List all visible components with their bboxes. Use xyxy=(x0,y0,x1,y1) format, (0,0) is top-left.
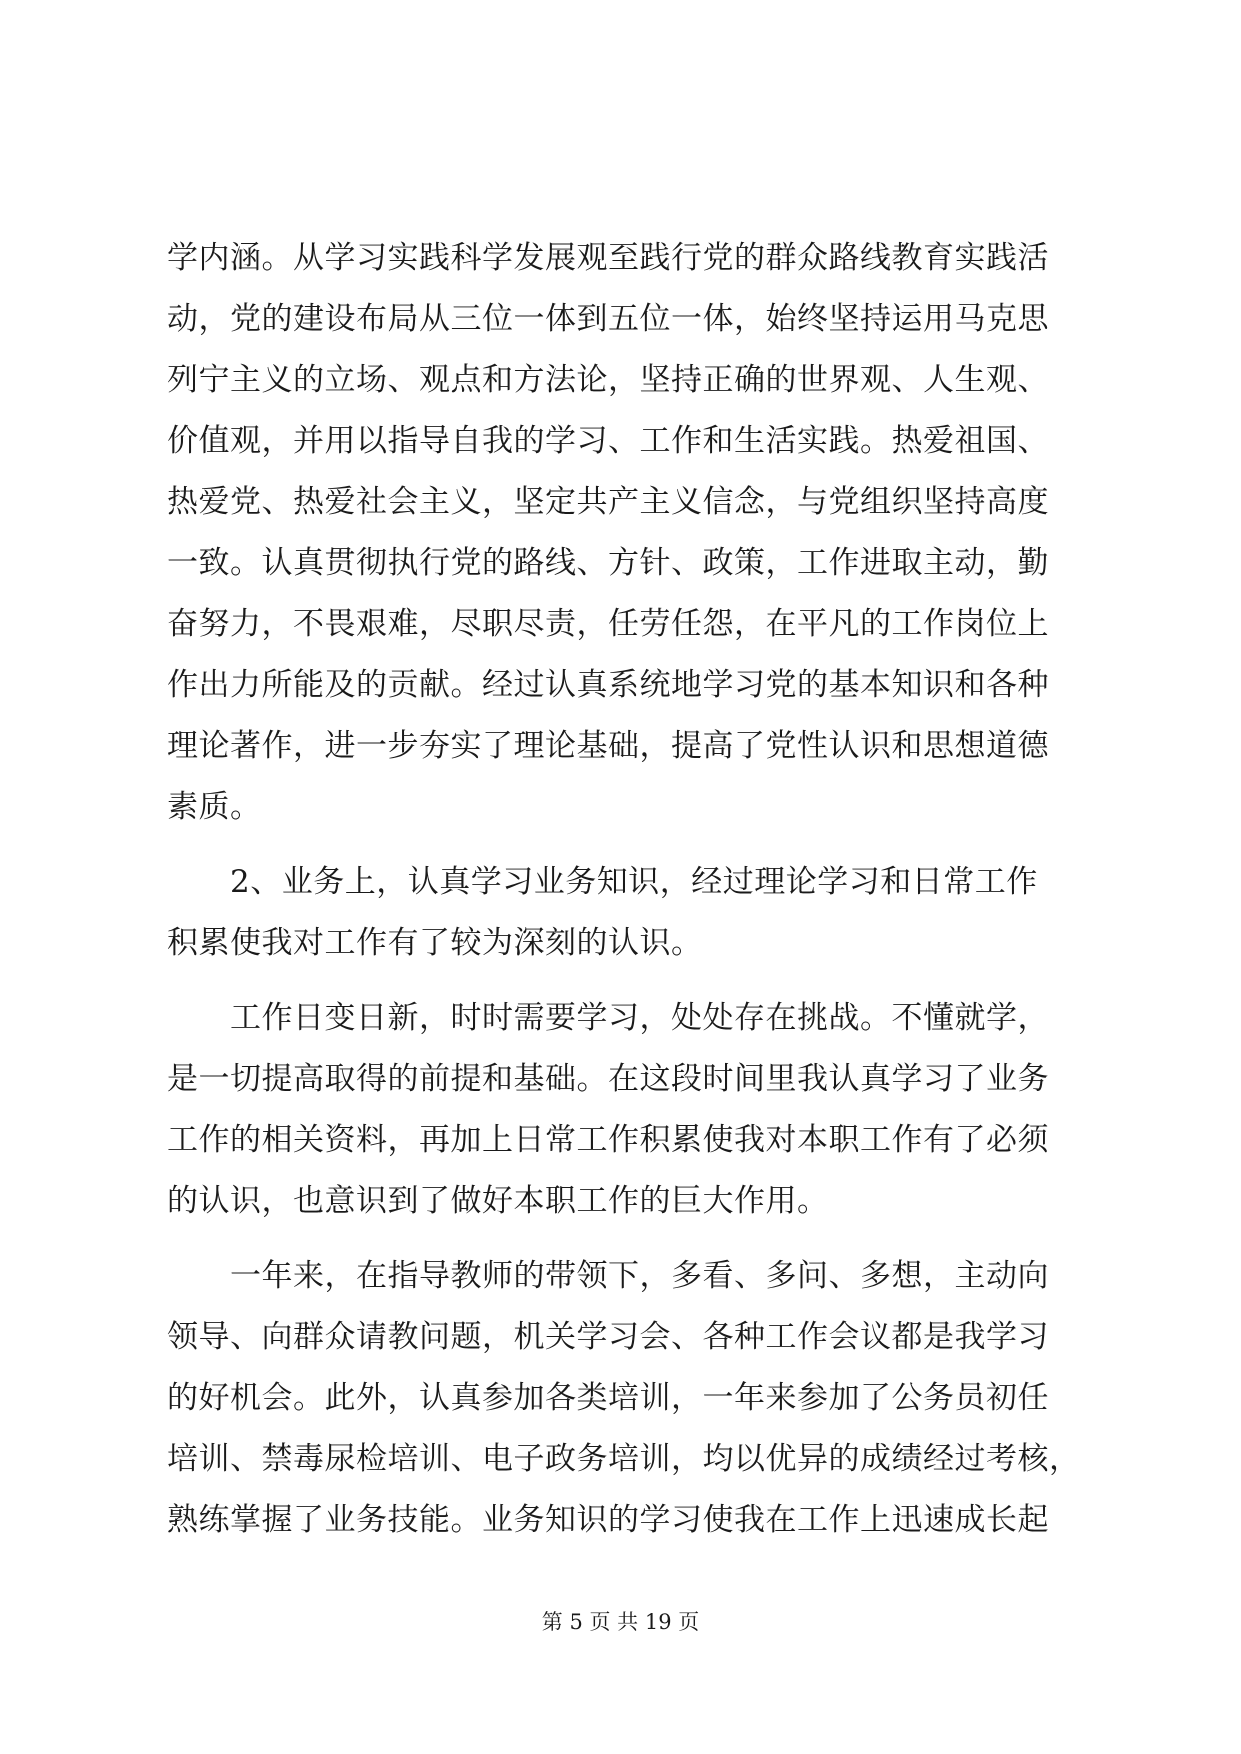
body-text xyxy=(167,228,1087,1551)
text-line: 学内涵。从学习实践科学发展观至践行党的群众路线教育实践活 xyxy=(167,240,1049,276)
text-line: 一年来，在指导教师的带领下，多看、多问、多想，主动向 xyxy=(230,1258,1049,1294)
text-line: 热爱党、热爱社会主义，坚定共产主义信念，与党组织坚持高度 xyxy=(167,484,1049,520)
paragraph-business-heading xyxy=(167,852,1087,974)
text-line: 列宁主义的立场、观点和方法论，坚持正确的世界观、人生观、 xyxy=(167,362,1049,398)
text-line: 素质。 xyxy=(167,789,262,825)
text-line: 是一切提高取得的前提和基础。在这段时间里我认真学习了业务 xyxy=(167,1061,1049,1097)
page-number-footer: 第 5 页 共 19 页 xyxy=(541,1610,700,1634)
text-line: 的好机会。此外，认真参加各类培训，一年来参加了公务员初任 xyxy=(167,1380,1049,1416)
text-line: 理论著作，进一步夯实了理论基础，提高了党性认识和思想道德 xyxy=(167,728,1049,764)
text-line: 工作日变日新，时时需要学习，处处存在挑战。不懂就学， xyxy=(230,1000,1049,1036)
paragraph-gap xyxy=(167,838,1087,852)
text-line: 动，党的建设布局从三位一体到五位一体，始终坚持运用马克思 xyxy=(167,301,1049,337)
text-line: 奋努力，不畏艰难，尽职尽责，任劳任怨，在平凡的工作岗位上 xyxy=(167,606,1049,642)
paragraph-gap xyxy=(167,974,1087,988)
paragraph-daily-learning xyxy=(167,988,1087,1232)
paragraph-training xyxy=(167,1246,1087,1551)
text-line: 作出力所能及的贡献。经过认真系统地学习党的基本知识和各种 xyxy=(167,667,1049,703)
text-line: 培训、禁毒尿检培训、电子政务培训，均以优异的成绩经过考核， xyxy=(167,1441,1081,1477)
text-line: 领导、向群众请教问题，机关学习会、各种工作会议都是我学习 xyxy=(167,1319,1049,1355)
text-line: 积累使我对工作有了较为深刻的认识。 xyxy=(167,925,703,961)
text-line: 工作的相关资料，再加上日常工作积累使我对本职工作有了必须 xyxy=(167,1122,1049,1158)
text-line: 的认识，也意识到了做好本职工作的巨大作用。 xyxy=(167,1183,829,1219)
text-line: 熟练掌握了业务技能。业务知识的学习使我在工作上迅速成长起 xyxy=(167,1502,1049,1538)
paragraph-party-study xyxy=(167,228,1087,838)
text-line: 价值观，并用以指导自我的学习、工作和生活实践。热爱祖国、 xyxy=(167,423,1049,459)
text-line: 2、业务上，认真学习业务知识，经过理论学习和日常工作 xyxy=(230,864,1038,900)
text-line: 一致。认真贯彻执行党的路线、方针、政策，工作进取主动，勤 xyxy=(167,545,1049,581)
paragraph-gap xyxy=(167,1232,1087,1246)
